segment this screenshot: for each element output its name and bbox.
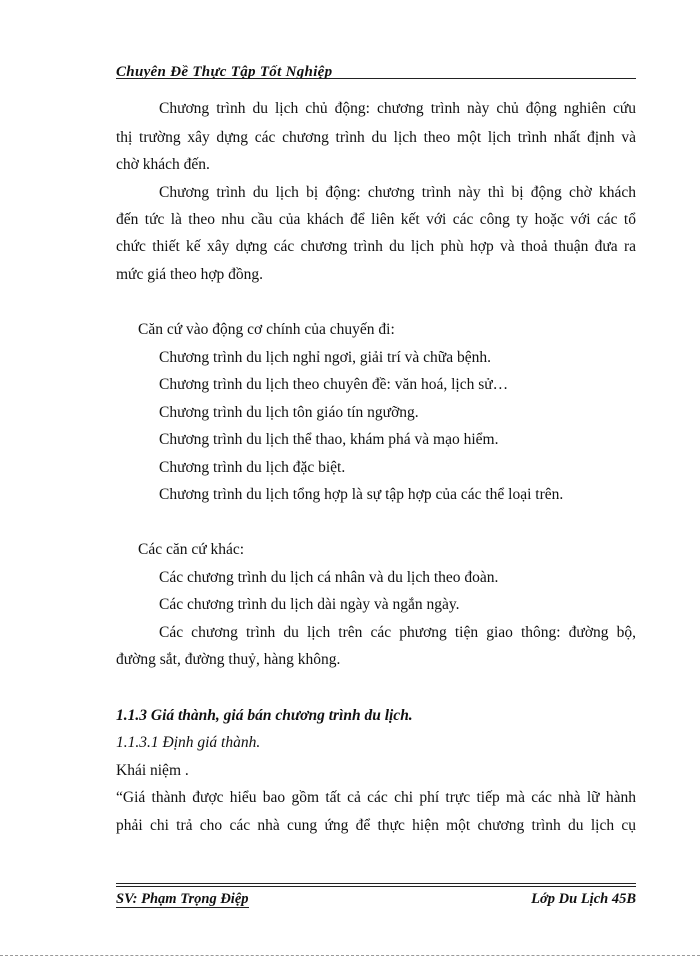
concept-label: Khái niệm . (116, 762, 189, 779)
list-title: Căn cứ vào động cơ chính của chuyến đi: (138, 321, 395, 338)
paragraph-line: thị trường xây dựng các chương trình du lịch theo một lịch trình nhất định và (116, 129, 636, 146)
list-item: Chương trình du lịch nghỉ ngơi, giải trí và chữa bệnh. (159, 349, 491, 366)
footer-student-name: SV: Phạm Trọng Điệp (116, 891, 249, 907)
list-item: Các chương trình du lịch cá nhân và du lịch theo đoàn. (159, 569, 499, 586)
list-item: Các chương trình du lịch dài ngày và ngắn ngày. (159, 596, 460, 613)
footer-rule (116, 883, 636, 884)
list-item: Chương trình du lịch thể thao, khám phá và mạo hiểm. (159, 431, 499, 448)
paragraph-line: Chương trình du lịch bị động: chương trình này thì bị động chờ khách (159, 184, 636, 201)
list-item: Chương trình du lịch tôn giáo tín ngưỡng. (159, 404, 419, 421)
footer-student (116, 891, 249, 908)
section-heading: 1.1.3 Giá thành, giá bán chương trình du lịch. (116, 707, 413, 724)
list-item: Các chương trình du lịch trên các phương tiện giao thông: đường bộ, (159, 624, 636, 641)
quote-line: phải chi trả cho các nhà cung ứng để thực hiện một chương trình du lịch cụ (116, 817, 636, 834)
paragraph-line: chờ khách đến. (116, 156, 210, 173)
page-break-line (0, 955, 700, 956)
footer-rule (116, 886, 636, 887)
paragraph-line: Chương trình du lịch chủ động: chương trình này chủ động nghiên cứu (159, 100, 636, 117)
subsection-heading: 1.1.3.1 Định giá thành. (116, 734, 261, 751)
list-item: Chương trình du lịch theo chuyên đề: văn hoá, lịch sử… (159, 376, 509, 393)
paragraph-line: chức thiết kế xây dựng các chương trình du lịch phù hợp và thoả thuận đưa ra (116, 238, 636, 255)
list-item: Chương trình du lịch đặc biệt. (159, 459, 346, 476)
paragraph-line: mức giá theo hợp đồng. (116, 266, 264, 283)
header-rule (116, 78, 636, 79)
list-item: Chương trình du lịch tổng hợp là sự tập hợp của các thể loại trên. (159, 486, 564, 503)
page-footer (116, 883, 636, 913)
quote-line: “Giá thành được hiểu bao gồm tất cả các chi phí trực tiếp mà các nhà lữ hành (116, 789, 636, 806)
paragraph-line: đến tức là theo nhu cầu của khách để liên kết với các công ty hoặc với các tổ (116, 211, 636, 228)
footer-class: Lớp Du Lịch 45B (531, 891, 636, 907)
header-title: Chuyên Đề Thực Tập Tốt Nghiệp (116, 64, 333, 80)
list-item: đường sắt, đường thuỷ, hàng không. (116, 651, 341, 668)
page-header (116, 64, 636, 81)
list-title: Các căn cứ khác: (138, 541, 245, 558)
